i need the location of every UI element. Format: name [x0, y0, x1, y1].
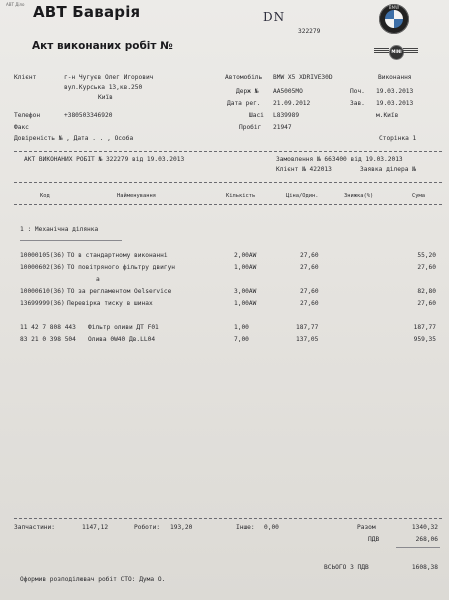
mini-logo-icon: MINI: [374, 45, 418, 59]
col-name: Найменування: [117, 193, 156, 199]
address-line1: вул.Курська 13,кв.250: [64, 84, 143, 91]
row-name: ТО в стандартному виконанні: [67, 252, 168, 259]
row-code: 10000602(36): [20, 264, 65, 271]
row-qty: 1,00: [234, 324, 249, 331]
row-sum: 27,60: [417, 300, 436, 307]
col-price: Ціна/Один.: [286, 193, 319, 199]
execution-label: Виконання: [378, 74, 412, 81]
chassis-value: L839989: [273, 112, 300, 119]
section-title: 1 : Механічна ділянка: [20, 226, 99, 233]
row-qty: 7,00: [234, 336, 249, 343]
small-logo: АВТ Діло: [6, 2, 25, 7]
row-name: Олива 0W40 Дв.LL04: [88, 336, 156, 343]
parts-label: Запчастини:: [14, 524, 55, 531]
fax-label: Факс: [14, 124, 29, 131]
works-label: Роботи:: [134, 524, 161, 531]
row-code: 83 21 0 398 504: [20, 336, 76, 343]
total-label: ВСЬОГО З ПДВ: [324, 564, 369, 571]
row-name: а: [96, 276, 100, 283]
phone-value: +380503346920: [64, 112, 113, 119]
client-number: Клієнт № 422013: [276, 166, 332, 173]
row-price: 27,60: [300, 252, 319, 259]
start-label: Поч.: [350, 88, 365, 95]
end-label: Зав.: [350, 100, 365, 107]
total-value: 1608,38: [411, 564, 438, 571]
col-sum: Сума: [412, 193, 425, 199]
row-code: 11 42 7 808 443: [20, 324, 76, 331]
sum-label: Разом: [357, 524, 376, 531]
bmw-logo-icon: BMW: [379, 4, 409, 34]
row-price: 27,60: [300, 300, 319, 307]
row-price: 27,60: [300, 264, 319, 271]
col-code: Код: [40, 193, 50, 199]
other-value: 0,00: [264, 524, 279, 531]
other-label: Інше:: [236, 524, 255, 531]
act-number: 322279: [298, 28, 321, 35]
plate-label: Держ №: [236, 88, 259, 95]
company-name: АВТ Баварія: [33, 3, 141, 21]
row-qty: 3,00AW: [234, 288, 257, 295]
footer-signoff: Оформив розподілювач робіт СТО: Дума О.: [20, 576, 166, 583]
row-price: 187,77: [296, 324, 319, 331]
act-title: Акт виконаних робіт №: [32, 40, 173, 52]
vat-value: 268,06: [415, 536, 438, 543]
vat-label: ПДВ: [368, 536, 380, 543]
handwritten-note: DN: [263, 10, 286, 24]
row-name: ТО за регламентом Oelservice: [67, 288, 172, 295]
row-price: 137,05: [296, 336, 319, 343]
regdate-value: 21.09.2012: [273, 100, 311, 107]
phone-label: Телефон: [14, 112, 41, 119]
row-price: 27,60: [300, 288, 319, 295]
row-code: 10000105(36): [20, 252, 65, 259]
address-line2: Київ: [98, 94, 113, 101]
parts-value: 1147,12: [82, 524, 109, 531]
col-qty: Кількість: [226, 193, 256, 199]
row-sum: 27,60: [417, 264, 436, 271]
row-name: Перевірка тиску в шинах: [67, 300, 153, 307]
start-value: 19.03.2013: [376, 88, 414, 95]
chassis-label: Шасі: [249, 112, 264, 119]
place-value: м.Київ: [376, 112, 399, 119]
col-discount: Знижка(%): [344, 193, 374, 199]
row-code: 13699999(36): [20, 300, 65, 307]
row-qty: 2,00AW: [234, 252, 257, 259]
row-sum: 55,20: [417, 252, 436, 259]
sum-value: 1340,32: [411, 524, 438, 531]
car-label: Автомобіль: [225, 74, 263, 81]
row-name: Фільтр оливи ДТ F01: [88, 324, 159, 331]
row-name: ТО повітряного фільтру двигун: [67, 264, 176, 271]
row-qty: 1,00AW: [234, 264, 257, 271]
row-code: 10000610(36): [20, 288, 65, 295]
row-qty: 1,00AW: [234, 300, 257, 307]
row-sum: 187,77: [413, 324, 436, 331]
trust-line: Довіреність № , Дата . . , Особа: [14, 135, 134, 142]
dealer-request: Заявка ділера №: [360, 166, 416, 173]
end-value: 19.03.2013: [376, 100, 414, 107]
row-sum: 959,35: [413, 336, 436, 343]
plate-value: АА5005МО: [273, 88, 303, 95]
regdate-label: Дата рег.: [227, 100, 261, 107]
works-value: 193,20: [170, 524, 193, 531]
mileage-label: Пробіг: [239, 124, 262, 131]
client-label: Клієнт: [14, 74, 37, 81]
car-value: BMW X5 XDRIVE30D: [273, 74, 333, 81]
page-label: Сторінка 1: [379, 135, 417, 142]
mileage-value: 21947: [273, 124, 292, 131]
order-line: Замовлення № 663400 від 19.03.2013: [276, 156, 403, 163]
row-sum: 82,80: [417, 288, 436, 295]
client-value: г-н Чугуєв Олег Игорович: [64, 74, 154, 81]
act-line: АКТ ВИКОНАНИХ РОБІТ № 322279 від 19.03.2013: [24, 156, 185, 163]
